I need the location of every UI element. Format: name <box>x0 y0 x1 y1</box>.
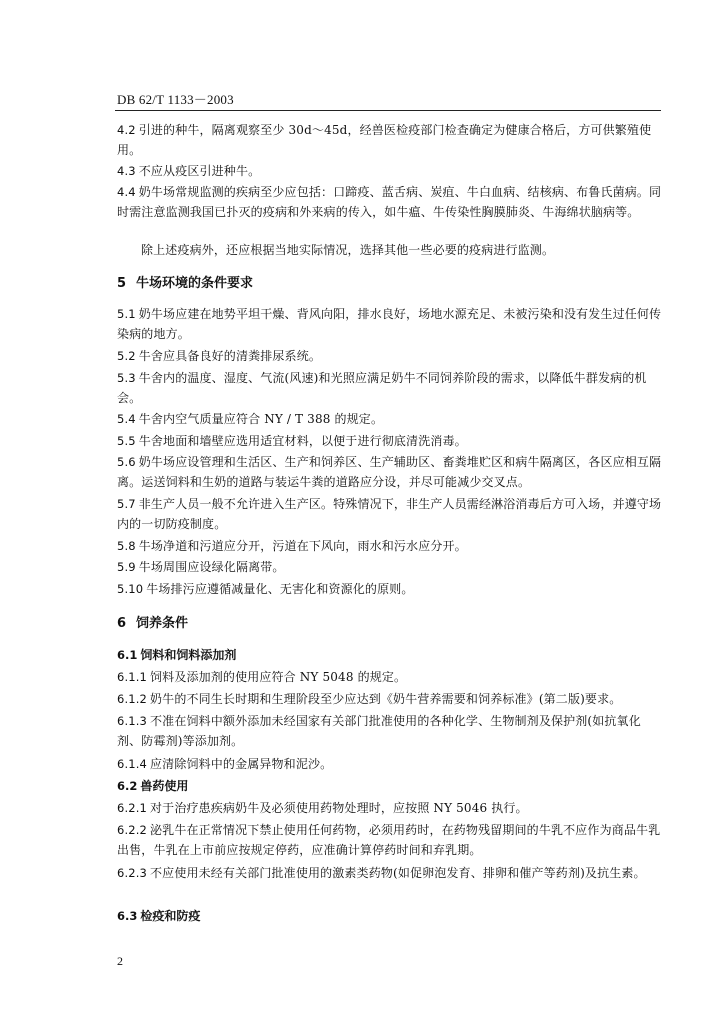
clause-6-1-3 <box>117 711 662 751</box>
clause-number: 6.2.3 <box>117 866 148 880</box>
clause-4-2 <box>117 120 662 160</box>
clause-number: 5.2 <box>117 349 136 363</box>
clause-6-1-4 <box>117 754 662 774</box>
clause-number: 5.6 <box>117 455 136 469</box>
clause-text: 奶牛场应建在地势平坦干燥、背风向阳，排水良好，场地水源充足、未被污染和没有发生过任何传染病的地方。 <box>117 307 662 341</box>
clause-text: 泌乳牛在正常情况下禁止使用任何药物，必须用药时，在药物残留期间的牛乳不应作为商品牛乳出售，牛乳在上市前应按规定停药，应准确计算停药时间和弃乳期。 <box>117 823 661 857</box>
clause-5-7 <box>117 494 662 534</box>
clause-text: 牛舍地面和墙壁应选用适宜材料，以便于进行彻底清洗消毒。 <box>138 434 467 448</box>
clause-5-10 <box>117 579 662 599</box>
section-number: 5 <box>117 276 127 291</box>
clause-4-3 <box>117 161 662 181</box>
clause-text: 奶牛场常规监测的疾病至少应包括：口蹄疫、蓝舌病、炭疽、牛白血病、结核病、布鲁氏菌病。同时需注意监测我国已扑灭的疫病和外来病的传入，如牛瘟、牛传染性胸膜肺炎、牛海绵状脑病等。 <box>117 185 662 219</box>
clause-6-1-2 <box>117 689 662 709</box>
subsection-heading: 检疫和防疫 <box>140 909 201 923</box>
clause-number: 5.4 <box>117 412 136 426</box>
clause-5-2 <box>117 346 662 366</box>
header-rule <box>115 110 661 111</box>
clause-4-4 <box>117 182 662 222</box>
clause-number: 6.2.2 <box>117 823 148 837</box>
subsection-heading: 饲料和饲料添加剂 <box>140 648 237 662</box>
clause-5-1 <box>117 304 662 344</box>
clause-text: 牛场排污应遵循减量化、无害化和资源化的原则。 <box>146 582 414 596</box>
clause-number: 5.3 <box>117 371 136 385</box>
clause-text: 牛场周围应设绿化隔离带。 <box>138 560 285 574</box>
clause-number: 6.1.2 <box>117 692 148 706</box>
clause-number: 4.4 <box>117 185 136 199</box>
clause-text: 牛舍应具备良好的清粪排尿系统。 <box>138 349 322 363</box>
paragraph-text: 除上述疫病外，还应根据当地实际情况，选择其他一些必要的疫病进行监测。 <box>141 243 555 257</box>
clause-text: 不应从疫区引进种牛。 <box>138 164 261 178</box>
clause-text: 不准在饲料中额外添加未经国家有关部门批准使用的各种化学、生物制剂及保护剂(如抗氧化剂、防霉剂)等添加剂。 <box>117 714 641 748</box>
clause-number: 5.7 <box>117 497 136 511</box>
clause-text: 非生产人员一般不允许进入生产区。特殊情况下，非生产人员需经淋浴消毒后方可入场，并遵守场内的一切防疫制度。 <box>117 497 662 531</box>
subsection-number: 6.2 <box>117 779 138 793</box>
clause-6-2-1 <box>117 798 662 818</box>
section-heading: 牛场环境的条件要求 <box>136 276 254 291</box>
clause-5-6 <box>117 452 662 492</box>
subsection-heading: 兽药使用 <box>140 779 189 793</box>
subsection-6-3-title <box>117 906 662 926</box>
clause-number: 4.2 <box>117 123 136 137</box>
clause-text: 对于治疗患疾病奶牛及必须使用药物处理时，应按照 NY 5046 执行。 <box>150 801 528 815</box>
clause-text: 牛场净道和污道应分开，污道在下风向，雨水和污水应分开。 <box>138 539 467 553</box>
clause-number: 6.2.1 <box>117 801 148 815</box>
clause-5-9 <box>117 557 662 577</box>
section-number: 6 <box>117 616 127 631</box>
clause-text: 饲料及添加剂的使用应符合 NY 5048 的规定。 <box>150 670 407 684</box>
page-header: DB 62/T 1133－2003 <box>117 92 234 107</box>
clause-number: 6.1.1 <box>117 670 148 684</box>
clause-number: 5.10 <box>117 582 144 596</box>
clause-number: 5.9 <box>117 560 136 574</box>
clause-number: 6.1.4 <box>117 757 148 771</box>
clause-text: 应清除饲料中的金属异物和泥沙。 <box>150 757 333 771</box>
section-6-title <box>117 614 662 634</box>
paragraph-other-diseases <box>117 240 662 260</box>
clause-number: 4.3 <box>117 164 136 178</box>
clause-number: 5.5 <box>117 434 136 448</box>
clause-6-2-2 <box>117 820 662 860</box>
clause-text: 牛舍内的温度、湿度、气流(风速)和光照应满足奶牛不同饲养阶段的需求，以降低牛群发病的机会。 <box>117 371 647 405</box>
clause-text: 奶牛的不同生长时期和生理阶段至少应达到《奶牛营养需要和饲养标准》(第二版)要求。 <box>150 692 622 706</box>
clause-6-2-3 <box>117 863 662 883</box>
clause-text: 引进的种牛，隔离观察至少 30d～45d，经兽医检疫部门检查确定为健康合格后，方可供繁殖使用。 <box>117 123 652 157</box>
clause-text: 不应使用未经有关部门批准使用的激素类药物(如促卵泡发育、排卵和催产等药剂)及抗生素。 <box>150 866 646 880</box>
section-5-title <box>117 274 662 294</box>
clause-5-8 <box>117 536 662 556</box>
clause-number: 5.1 <box>117 307 136 321</box>
page-number: 2 <box>117 954 123 968</box>
clause-5-3 <box>117 368 662 408</box>
clause-text: 奶牛场应设管理和生活区、生产和饲养区、生产辅助区、畜粪堆贮区和病牛隔离区，各区应相互隔离。运送饲料和生奶的道路与装运牛粪的道路应分设，并尽可能减少交叉点。 <box>117 455 662 489</box>
clause-5-5 <box>117 431 662 451</box>
clause-number: 5.8 <box>117 539 136 553</box>
clause-6-1-1 <box>117 667 662 687</box>
clause-5-4 <box>117 409 662 429</box>
subsection-6-2-title <box>117 776 662 796</box>
subsection-number: 6.3 <box>117 909 138 923</box>
section-heading: 饲养条件 <box>136 616 189 631</box>
clause-number: 6.1.3 <box>117 714 148 728</box>
clause-text: 牛舍内空气质量应符合 NY / T 388 的规定。 <box>138 412 384 426</box>
subsection-number: 6.1 <box>117 648 138 662</box>
subsection-6-1-title <box>117 645 662 665</box>
